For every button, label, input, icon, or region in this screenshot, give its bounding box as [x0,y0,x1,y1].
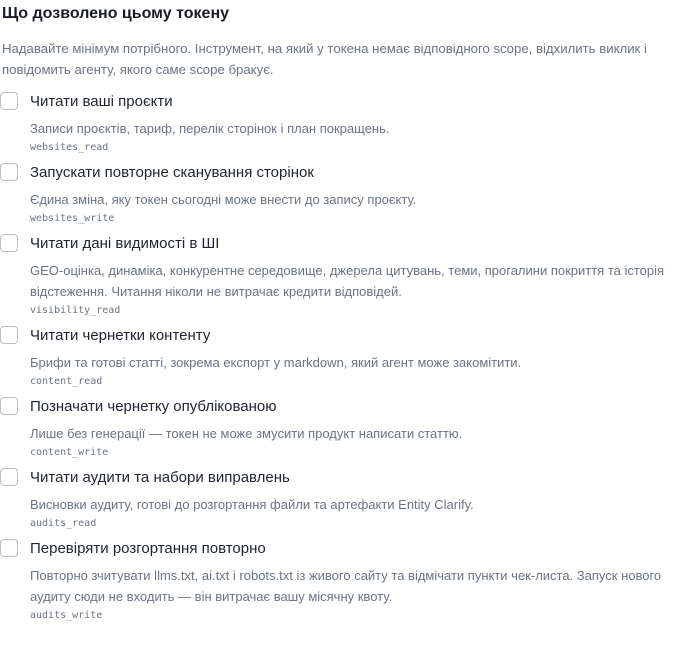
scope-description: Повторно зчитувати llms.txt, ai.txt і robots.txt із живого сайту та відмічати пункти чек-листа. Запуск нового аудиту сюди не входить — він витрачає вашу місячну квоту. [30,568,662,604]
scope-body [30,468,692,531]
scope-item-audits-write [0,539,692,623]
scope-item-audits-read [0,468,692,531]
scope-code: content_read [30,376,103,387]
scope-title[interactable]: Читати аудити та набори виправлень [30,469,290,486]
scope-description: Висновки аудиту, готові до розгортання файли та артефакти Entity Clarify. [30,497,474,512]
scope-code: audits_write [30,610,103,621]
scope-body [30,539,692,623]
scope-body [30,92,692,155]
scope-body [30,397,692,460]
section-title: Що дозволено цьому токену [2,5,229,22]
scope-code: content_write [30,447,109,458]
scope-title[interactable]: Читати дані видимості в ШІ [30,235,220,252]
section-description: Надавайте мінімум потрібного. Інструмент, на який у токена немає відповідного scope, відхилить виклик і повідомить агенту, якого саме scope бракує. [2,41,647,77]
scope-title[interactable]: Позначати чернетку опублікованою [30,398,277,415]
scope-checkbox-visibility-read[interactable] [0,234,18,252]
scope-checkbox-websites-write[interactable] [0,163,18,181]
scope-checkbox-content-write[interactable] [0,397,18,415]
scope-checkbox-audits-write[interactable] [0,539,18,557]
scope-code: websites_write [30,213,115,224]
scope-item-content-read [0,326,692,389]
scope-item-content-write [0,397,692,460]
scope-body [30,163,692,226]
scope-description: GEO-оцінка, динаміка, конкурентне середовище, джерела цитувань, теми, прогалини покриття та історія відстеження. Читання ніколи не витрачає кредити відповідей. [30,263,665,299]
scope-description: Лише без генерації — токен не може змусити продукт написати статтю. [30,426,463,441]
scope-title[interactable]: Читати чернетки контенту [30,327,211,344]
scope-checkbox-websites-read[interactable] [0,92,18,110]
scope-checkbox-content-read[interactable] [0,326,18,344]
scope-item-visibility-read [0,234,692,318]
scope-body [30,326,692,389]
scope-title[interactable]: Читати ваші проєкти [30,93,173,110]
scope-title[interactable]: Перевіряти розгортання повторно [30,540,266,557]
scope-checkbox-audits-read[interactable] [0,468,18,486]
scope-description: Брифи та готові статті, зокрема експорт у markdown, який агент може закомітити. [30,355,522,370]
scope-description: Єдина зміна, яку токен сьогодні може внести до запису проєкту. [30,192,417,207]
scope-code: audits_read [30,518,97,529]
scope-item-websites-write [0,163,692,226]
scope-body [30,234,692,318]
scope-title[interactable]: Запускати повторне сканування сторінок [30,164,314,181]
scope-code: visibility_read [30,305,121,316]
scope-code: websites_read [30,142,109,153]
scope-list [0,92,692,623]
scope-item-websites-read [0,92,692,155]
scope-description: Записи проєктів, тариф, перелік сторінок і план покращень. [30,121,390,136]
